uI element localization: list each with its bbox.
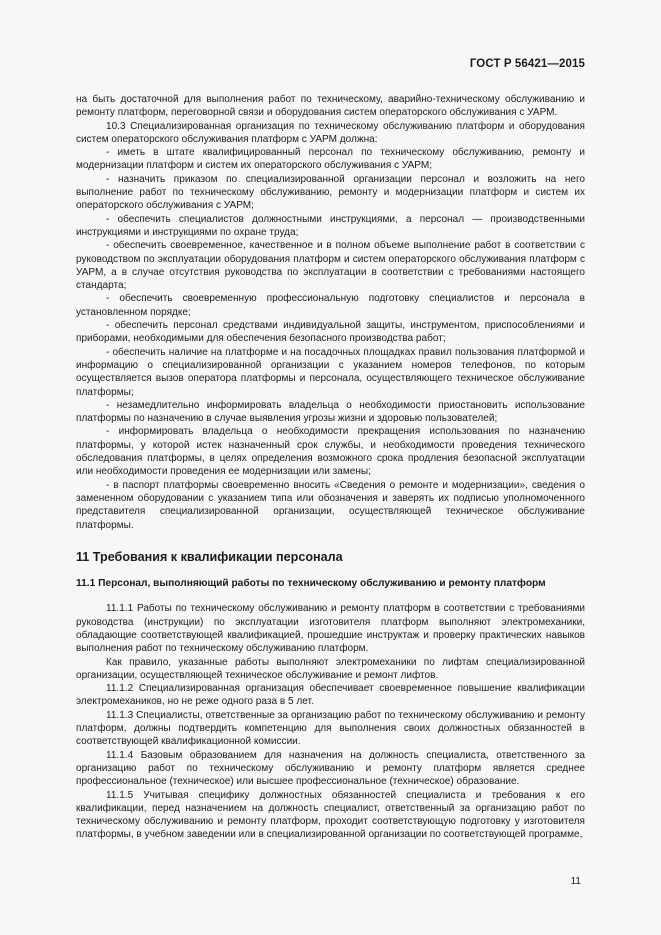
list-item: - обеспечить персонал средствами индивидуальной защиты, инструментом, приспособлениями и приборами, необходимыми для обеспечения безопасного производства работ; bbox=[76, 320, 585, 345]
list-item: - информировать владельца о необходимости прекращения использования по назначению платформы, у которой истек назначенный срок службы, и необходимости проведения технического обследования платформы, в целях определения возможного срока продления безопасной эксплуатации или необходимости проведения ее модернизации или замены; bbox=[76, 426, 585, 478]
clause-11-1-1: 11.1.1 Работы по техническому обслуживанию и ремонту платформ в соответствии с требованиями руководства (инструкции) по эксплуатации изготовителя платформ выполняют электромеханики, обладающие соответствующей квалификацией, прошедшие инструктаж и проверку практических навыков выполнения работ по техническому обслуживанию платформ. bbox=[76, 603, 585, 655]
subsection-11-1-heading: 11.1 Персонал, выполняющий работы по техническому обслуживанию и ремонту платформ bbox=[76, 578, 546, 590]
list-item: - обеспечить специалистов должностными инструкциями, а персонал — производственными инструкциями и инструкциями по охране труда; bbox=[76, 213, 585, 238]
clause-11-1-3: 11.1.3 Специалисты, ответственные за организацию работ по техническому обслуживанию и ремонту платформ, должны подтвердить компетенцию для выполнения своих должностных обязанностей в соответствующей квалификационной комиссии. bbox=[76, 709, 585, 748]
clause-10-3-intro: 10.3 Специализированная организация по техническому обслуживанию платформ и оборудования систем операторского обслуживания платформ с УАРМ должна: bbox=[76, 120, 585, 145]
list-item: - обеспечить своевременное, качественное и в полном объеме выполнение работ в соответствии с руководством по эксплуатации оборудования платформ и систем операторского обслуживания платформ с УАРМ, а в случае отсутствия руководства по эксплуатации в соответствии с требованиями настоящего стандарта; bbox=[76, 240, 585, 292]
page-number: 11 bbox=[570, 876, 581, 887]
list-item: - незамедлительно информировать владельца о необходимости приостановить использование платформы по назначению в случае выявления угрозы жизни и здоровью пользователей; bbox=[76, 399, 585, 425]
clause-11-1-5: 11.1.5 Учитывая специфику должностных обязанностей специалиста и требования к его квалификации, перед назначением на должность специалист, ответственный за организацию работ по техническому обслуживанию и ремонту платформ, проходит соответствующую подготовку у изготовителя платформы, в учебном заведении или в специализированной организации по соответствующей программе, bbox=[76, 789, 585, 841]
clause-11-1-2: 11.1.2 Специализированная организация обеспечивает своевременное повышение квалификации электромехаников, но не реже одного раза в 5 лет. bbox=[76, 683, 585, 708]
list-item: - иметь в штате квалифицированный персонал по техническому обслуживанию, ремонту и модернизации платформ и систем их операторского обслуживания с УАРМ; bbox=[76, 147, 585, 172]
list-item: - назначить приказом по специализированной организации персонал и возложить на него выполнение работ по техническому обслуживанию, ремонту и модернизации платформ и систем их операторского обслуживания с УАРМ; bbox=[76, 173, 585, 212]
clause-11-1-4: 11.1.4 Базовым образованием для назначения на должность специалиста, ответственного за организацию работ по техническому обслуживанию и ремонту платформ является среднее профессиональное (техническое) или высшее профессиональное (техническое) образование. bbox=[76, 749, 585, 788]
clause-11-1-1-note: Как правило, указанные работы выполняют электромеханики по лифтам специализированной организации, осуществляющей техническое обслуживание и ремонт лифтов. bbox=[76, 656, 585, 681]
list-item: - в паспорт платформы своевременно вносить «Сведения о ремонте и модернизации», сведения о замененном оборудовании с указанием типа или обозначения и заверять их подписью уполномоченного представителя специализированной организации, осуществляющей техническое обслуживание платформы. bbox=[76, 479, 585, 531]
continuation-paragraph: на быть достаточной для выполнения работ по техническому, аварийно-техническому обслуживанию и ремонту платформ, переговорной связи и оборудования систем операторского обслуживания с УАРМ. bbox=[76, 94, 585, 119]
list-item: - обеспечить наличие на платформе и на посадочных площадках правил пользования платформой и информацию о специализированной организации с указанием номеров телефонов, по которым осуществляется вызов оператора платформы и персонала, осуществляющего техническое обслуживание платформы; bbox=[76, 346, 585, 398]
list-item: - обеспечить своевременную профессиональную подготовку специалистов и персонала в установленном порядке; bbox=[76, 293, 585, 318]
section-11-heading: 11 Требования к квалификации персонала bbox=[76, 549, 343, 564]
document-body bbox=[76, 93, 585, 842]
document-standard-id: ГОСТ Р 56421—2015 bbox=[469, 58, 585, 70]
